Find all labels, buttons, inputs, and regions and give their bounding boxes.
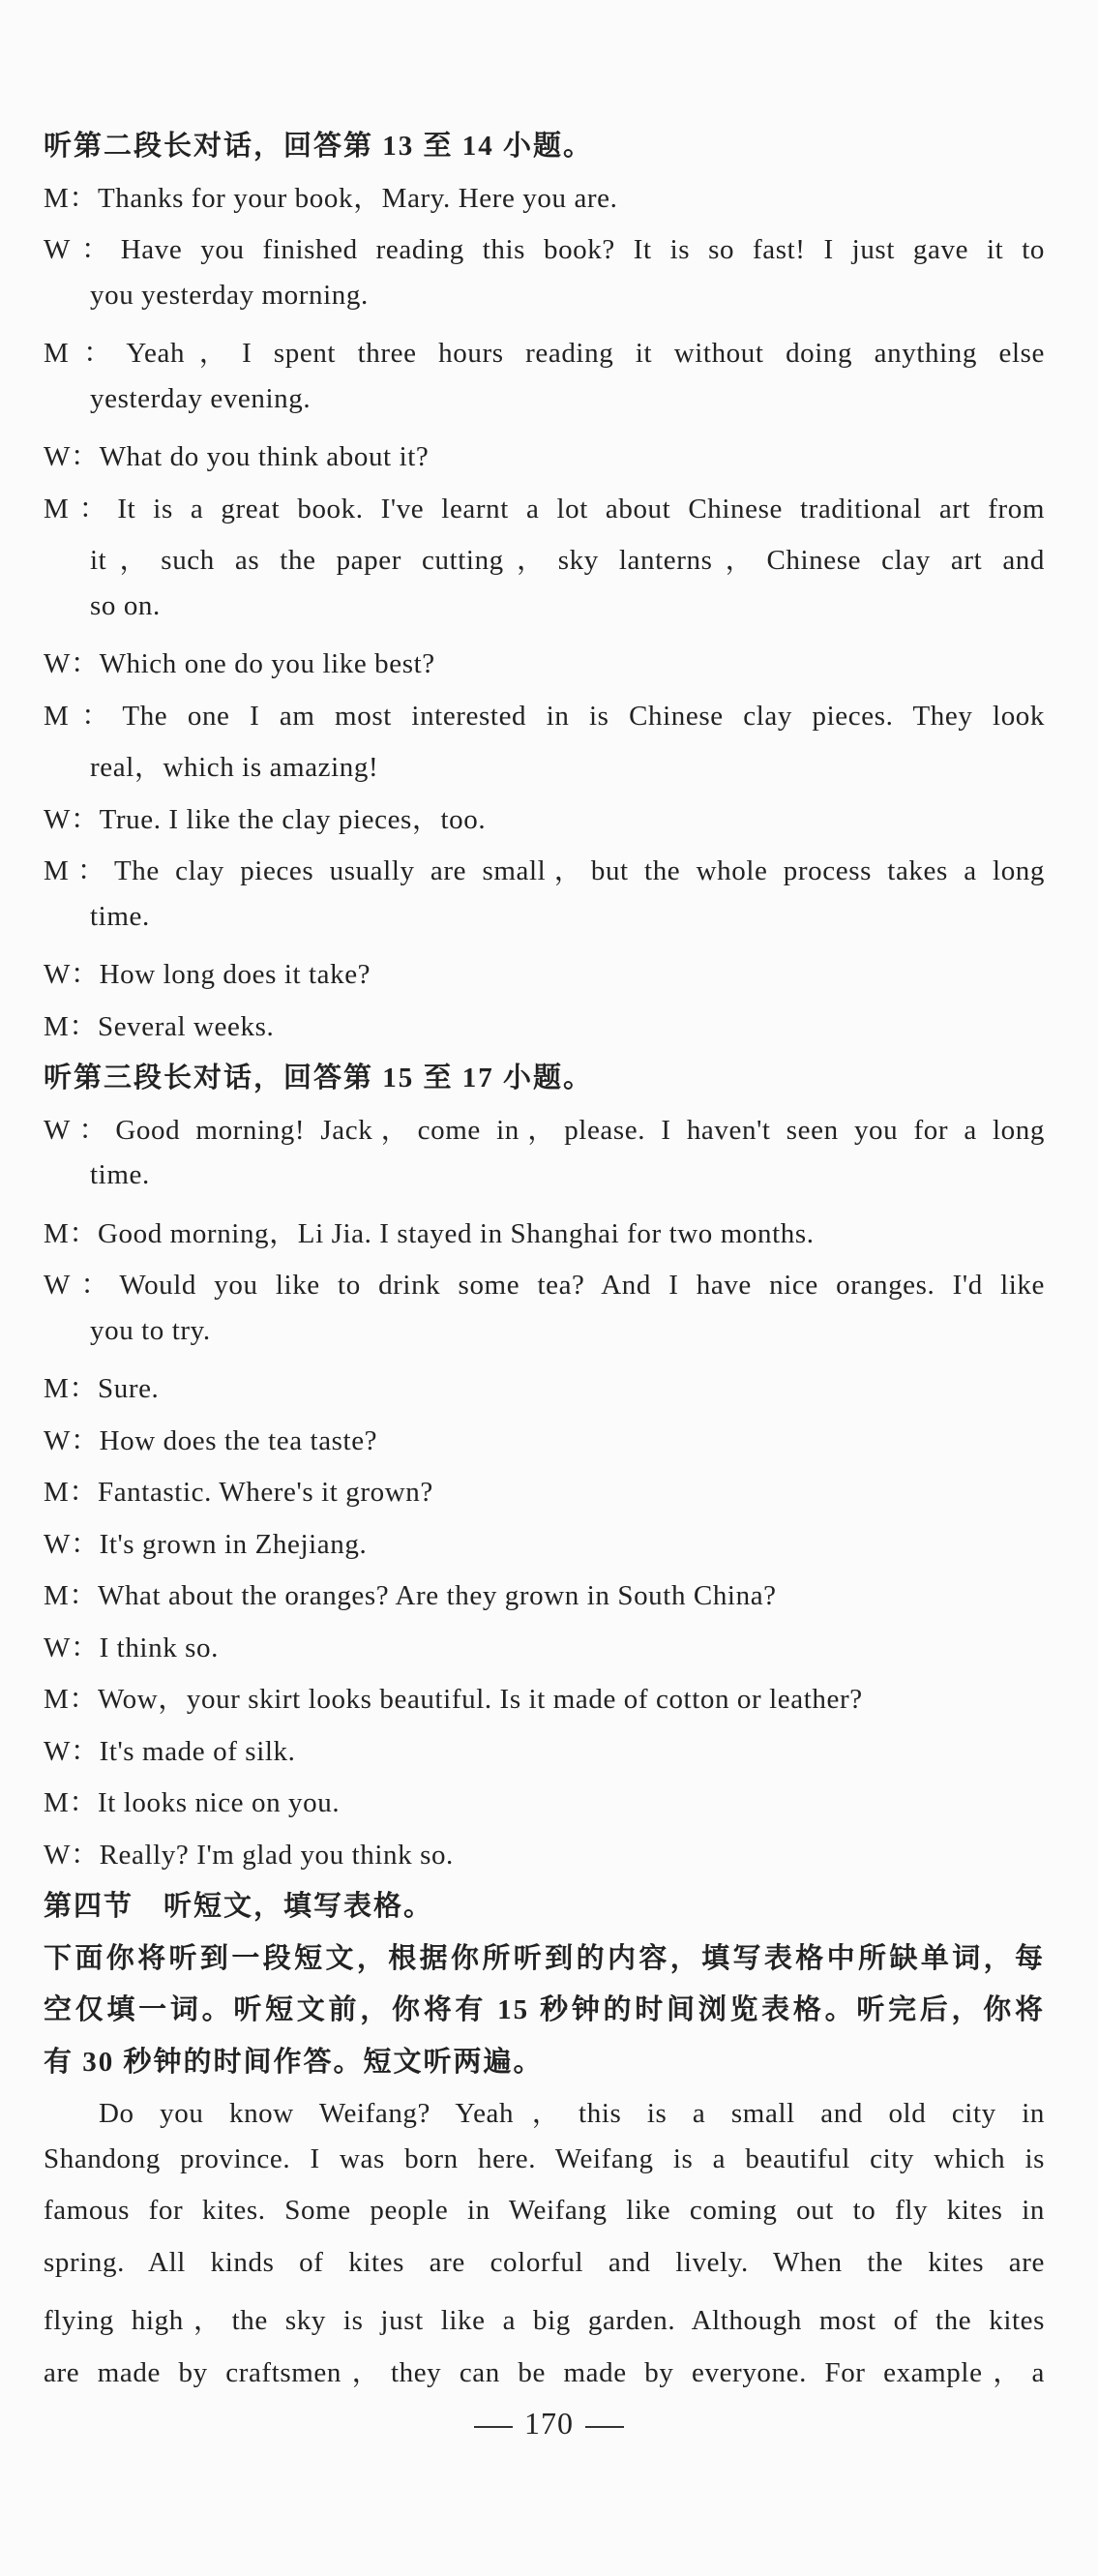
dialogue-line-cont: so on. xyxy=(90,590,161,621)
dialogue-line: M：Several weeks. xyxy=(44,1011,275,1042)
dialogue-line: M：The clay pieces usually are small，but the whole process takes a long xyxy=(44,855,1045,886)
dialogue-line: W：Really? I'm glad you think so. xyxy=(44,1840,454,1871)
dialogue-line: M：It is a great book. I've learnt a lot about Chinese traditional art from xyxy=(44,494,1045,524)
passage-line: spring. All kinds of kites are colorful and lively. When the kites are xyxy=(44,2247,1045,2278)
dialogue-line: W：How long does it take? xyxy=(44,959,371,990)
dialogue-line-cont: yesterday evening. xyxy=(90,383,312,414)
dialogue-line: W：It's grown in Zhejiang. xyxy=(44,1529,368,1560)
dialogue-line: M：Thanks for your book，Mary. Here you are. xyxy=(44,183,618,214)
dialogue-line-cont: real，which is amazing! xyxy=(90,752,379,783)
instruction-line: 空仅填一词。听短文前，你将有 15 秒钟的时间浏览表格。听完后，你将 xyxy=(44,1994,1045,2025)
section-heading: 听第二段长对话，回答第 13 至 14 小题。 xyxy=(44,131,594,162)
passage-line: flying high，the sky is just like a big garden. Although most of the kites xyxy=(44,2305,1045,2336)
dialogue-line: W：What do you think about it? xyxy=(44,441,430,472)
dialogue-line-cont: time. xyxy=(90,1159,150,1190)
section-heading: 第四节 听短文，填写表格。 xyxy=(44,1891,434,1922)
dialogue-line: M：What about the oranges? Are they grown in South China? xyxy=(44,1580,777,1611)
dialogue-line-cont: it，such as the paper cutting，sky lanterns，Chinese clay art and xyxy=(90,545,1045,576)
footer-dash-left xyxy=(474,2426,513,2428)
page-footer xyxy=(0,2406,1098,2441)
section-heading: 听第三段长对话，回答第 15 至 17 小题。 xyxy=(44,1063,594,1093)
dialogue-line-cont: you yesterday morning. xyxy=(90,280,369,311)
footer-dash-right xyxy=(585,2426,624,2428)
page-number: 170 xyxy=(524,2406,574,2441)
dialogue-line: M：Sure. xyxy=(44,1373,160,1404)
dialogue-line: M：Good morning，Li Jia. I stayed in Shanghai for two months. xyxy=(44,1218,815,1249)
dialogue-line-cont: you to try. xyxy=(90,1315,211,1346)
dialogue-line: W：I think so. xyxy=(44,1632,219,1663)
passage-line: famous for kites. Some people in Weifang like coming out to fly kites in xyxy=(44,2195,1045,2226)
dialogue-line: W：Have you finished reading this book? It is so fast! I just gave it to xyxy=(44,234,1045,265)
dialogue-line: W：How does the tea taste? xyxy=(44,1425,378,1456)
instruction-line: 下面你将听到一段短文，根据你所听到的内容，填写表格中所缺单词，每 xyxy=(44,1943,1045,1974)
dialogue-line: M：It looks nice on you. xyxy=(44,1787,341,1818)
dialogue-line: W：Good morning! Jack，come in，please. I haven't seen you for a long xyxy=(44,1115,1045,1146)
dialogue-line: W：It's made of silk. xyxy=(44,1736,296,1767)
dialogue-line: M：The one I am most interested in is Chinese clay pieces. They look xyxy=(44,701,1045,732)
dialogue-line: W：True. I like the clay pieces，too. xyxy=(44,804,487,835)
dialogue-line: W：Would you like to drink some tea? And I have nice oranges. I'd like xyxy=(44,1270,1045,1301)
dialogue-line: M：Wow，your skirt looks beautiful. Is it made of cotton or leather? xyxy=(44,1684,863,1715)
dialogue-line-cont: time. xyxy=(90,901,150,932)
passage-line: are made by craftsmen，they can be made by everyone. For example，a xyxy=(44,2357,1045,2388)
passage-line: Do you know Weifang? Yeah，this is a small and old city in xyxy=(99,2098,1045,2129)
instruction-line: 有 30 秒钟的时间作答。短文听两遍。 xyxy=(44,2047,544,2078)
passage-line: Shandong province. I was born here. Weifang is a beautiful city which is xyxy=(44,2143,1045,2174)
dialogue-line: M：Yeah，I spent three hours reading it without doing anything else xyxy=(44,338,1045,369)
dialogue-line: W：Which one do you like best? xyxy=(44,648,435,679)
dialogue-line: M：Fantastic. Where's it grown? xyxy=(44,1477,433,1508)
